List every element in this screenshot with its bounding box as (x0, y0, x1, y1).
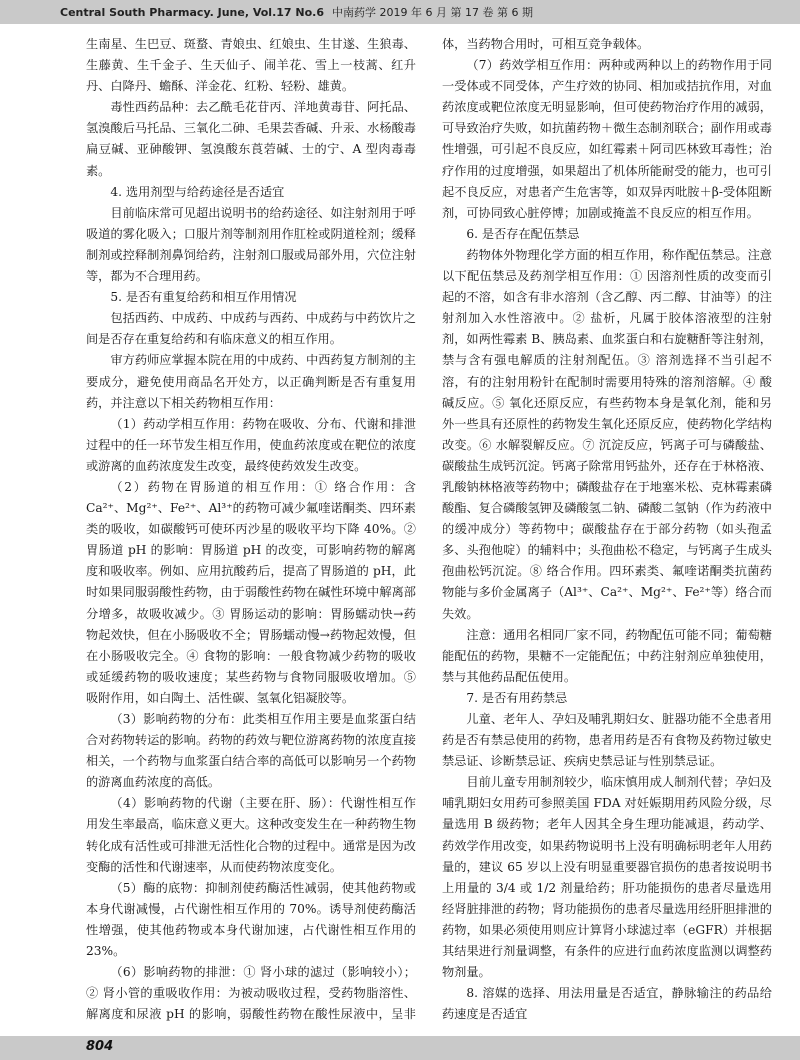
paragraph: （3）影响药物的分布：此类相互作用主要是血浆蛋白结合对药物转运的影响。药物的药效与靶位游离药物的浓度直接相关，一个药物与血浆蛋白结合率的高低可以影响另一个药物的游离血药浓度的高低。 (86, 712, 416, 790)
section-heading: 4. 选用剂型与给药途径是否适宜 (110, 184, 285, 199)
paragraph: （4）影响药物的代谢（主要在肝、肠）：代谢性相互作用发生率最高，临床意义更大。这种改变发生在一种药物生物转化成有活性或可排泄无活性化合物的过程中。通常是因为改变酶的活性和代谢速率，从而使药物浓度变化。 (86, 796, 416, 874)
journal-name: Central South Pharmacy. June, Vol.17 No.6 (60, 5, 324, 19)
paragraph: 审方药师应掌握本院在用的中成药、中西药复方制剂的主要成分，避免使用商品名开处方，以正确判断是否有重复用药，并注意以下相关药物相互作用： (86, 353, 416, 410)
section-heading: 6. 是否存在配伍禁忌 (466, 226, 580, 241)
paragraph: （7）药效学相互作用：两种或两种以上的药物作用于同一受体或不同受体，产生疗效的协同、相加或拮抗作用，对血药浓度或靶位浓度无明显影响，但可使药物治疗作用的减弱，可导致治疗失败，如抗菌药物＋微生态制剂联合；副作用或毒性增强，可引起不良反应，如红霉素＋阿司匹林致耳毒性；治疗作用的过度增强，如果超出了机体所能耐受的能力，也可引起不良反应，对患者产生危害等，如双异丙吡胺＋β-受体阻断剂，可协同致心脏停博；加剧或掩盖不良反应的相互作用。 (442, 58, 772, 220)
section-heading: 5. 是否有重复给药和相互作用情况 (110, 290, 297, 305)
paragraph: 体，当药物合用时，可相互竞争载体。 (442, 37, 650, 51)
paragraph: （1）药动学相互作用：药物在吸收、分布、代谢和排泄过程中的任一环节发生相互作用，使血药浓度或在靶位的浓度或游离的血药浓度发生改变，最终使药效发生改变。 (86, 416, 416, 473)
page-number: 804 (86, 1039, 114, 1054)
paragraph: 儿童、老年人、孕妇及哺乳期妇女、脏器功能不全患者用药是否有禁忌使用的药物，患者用药是否有食物及药物过敏史禁忌证、诊断禁忌证、疾病史禁忌证与性别禁忌证。 (442, 712, 772, 769)
running-header (0, 0, 800, 24)
body-columns (86, 34, 772, 1024)
paragraph: 目前儿童专用制剂较少，临床慎用成人制剂代替；孕妇及哺乳期妇女用药可参照美国 FDA 对妊娠期用药风险分级，尽量选用 B 级药物；老年人因其全身生理功能减退，药动学、药效学作用改变，如果药物说明书上没有明确标明老年人用药量的，建议 65 岁以上没有明显重要器官损伤的患者按说明书上用量的 3/4 或 1/2 剂量给药；肝功能损伤的患者尽量选用经肾脏排泄的药物；肾功能损伤的患者尽量选用经肝胆排泄的药物，如果必须使用则应计算肾小球滤过率（eGFR）并根据其结果进行剂量调整，有条件的应进行血药浓度监测以调整药物剂量。 (442, 775, 772, 980)
paragraph: 注意：通用名相同厂家不同，药物配伍可能不同；葡萄糖能配伍的药物，果糖不一定能配伍；中药注射剂应单独使用，禁与其他药品配伍使用。 (442, 627, 772, 684)
paragraph: 目前临床常可见超出说明书的给药途径、如注射剂用于呼吸道的雾化吸入；口服片剂等制剂用作肛栓或阴道栓剂；缓释制剂或控释制剂鼻饲给药，注射剂口服或局部外用，穴位注射等，都为不合理用药。 (86, 205, 416, 284)
paragraph: （6）影响药物的排泄：① 肾小球的滤过（影响较小）；② 肾小管的重吸收作用：为被动吸收过程，受药物脂溶性、解离度和尿液 pH 的影响，弱酸性药物在酸性尿液中，呈非 (86, 965, 416, 1022)
left-column (86, 34, 416, 1024)
paragraph: 包括西药、中成药、中成药与西药、中成药与中药饮片之间是否存在重复给药和有临床意义的相互作用。 (86, 311, 416, 347)
section-heading: 8. 溶媒的选择、用法用量是否适宜，静脉输注的药品给药速度是否适宜 (442, 986, 772, 1022)
section-heading: 7. 是否有用药禁忌 (466, 690, 568, 705)
footer-bar (0, 1036, 800, 1060)
paragraph: （5）酶的底物：抑制剂使药酶活性减弱，使其他药物或本身代谢减慢，占代谢性相互作用的 70%。诱导剂使药酶活性增强，使其他药物或本身代谢加速，占代谢性相互作用的 23%。 (86, 880, 416, 959)
paragraph: （2）药物在胃肠道的相互作用：① 络合作用：含 Ca²⁺、Mg²⁺、Fe²⁺、Al³⁺的药物可减少氟喹诺酮类、四环素类的吸收，如碳酸钙可使环丙沙星的吸收平均下降 40%。② 胃肠道 pH 的影响：胃肠道 pH 的改变，可影响药物的解离度和吸收率。例如、应用抗酸药后，提高了胃肠道的 pH，此时如果同服弱酸性药物，由于弱酸性药物在碱性环境中解离部分增多，故吸收减少。③ 胃肠运动的影响：胃肠蠕动快→药物起效快，但在小肠吸收不全；胃肠蠕动慢→药物起效慢，但在小肠吸收完全。④ 食物的影响：一般食物减少药物的吸收或延缓药物的吸收速度；某些药物与食物同服吸收增加。⑤ 吸附作用，如白陶土、活性碳、氢氧化铝凝胶等。 (86, 479, 416, 705)
journal-issue: 中南药学 2019 年 6 月 第 17 卷 第 6 期 (332, 6, 533, 19)
paragraph: 生南星、生巴豆、斑蝥、青娘虫、红娘虫、生甘遂、生狼毒、生藤黄、生千金子、生天仙子、闹羊花、雪上一枝蒿、红升丹、白降丹、蟾酥、洋金花、红粉、轻粉、雄黄。 (86, 37, 416, 94)
paragraph: 毒性西药品种：去乙酰毛花苷丙、洋地黄毒苷、阿托品、氢溴酸后马托品、三氧化二砷、毛果芸香碱、升汞、水杨酸毒扁豆碱、亚砷酸钾、氢溴酸东莨菪碱、士的宁、A 型肉毒毒素。 (86, 100, 416, 178)
paragraph: 药物体外物理化学方面的相互作用，称作配伍禁忌。注意以下配伍禁忌及药剂学相互作用：① 因溶剂性质的改变而引起的不溶，如含有非水溶剂（含乙醇、丙二醇、甘油等）的注射剂加入水性溶液中。② 盐析，凡属于胶体溶液型的注射剂，如两性霉素 B、胰岛素、血浆蛋白和右旋糖酐等注射剂，禁与含有强电解质的注射剂配伍。③ 溶剂选择不当引起不溶，有的注射用粉针在配制时需要用特殊的溶剂溶解。④ 酸碱反应。⑤ 氧化还原反应，有些药物本身是氧化剂，能和另外一些具有还原性的药物发生氧化还原反应，使药物化学结构改变。⑥ 水解裂解反应。⑦ 沉淀反应，钙离子可与磷酸盐、碳酸盐生成钙沉淀。钙离子除常用钙盐外，还存在于林格液、乳酸钠林格液等药物中；磷酸盐存在于地塞米松、克林霉素磷酸酯、复合磷酸氢钾及磷酸氢二钠、磷酸二氢钠（作为药液中的缓冲成分）等药物中；碳酸盐存在于部分药物（如头孢孟多、头孢他啶）的辅料中；头孢曲松不稳定，与钙离子生成头孢曲松钙沉淀。⑧ 络合作用。四环素类、氟喹诺酮类抗菌药物能与多价金属离子（Al³⁺、Ca²⁺、Mg²⁺、Fe²⁺等）络合而失效。 (442, 247, 772, 621)
right-column (442, 34, 772, 1024)
